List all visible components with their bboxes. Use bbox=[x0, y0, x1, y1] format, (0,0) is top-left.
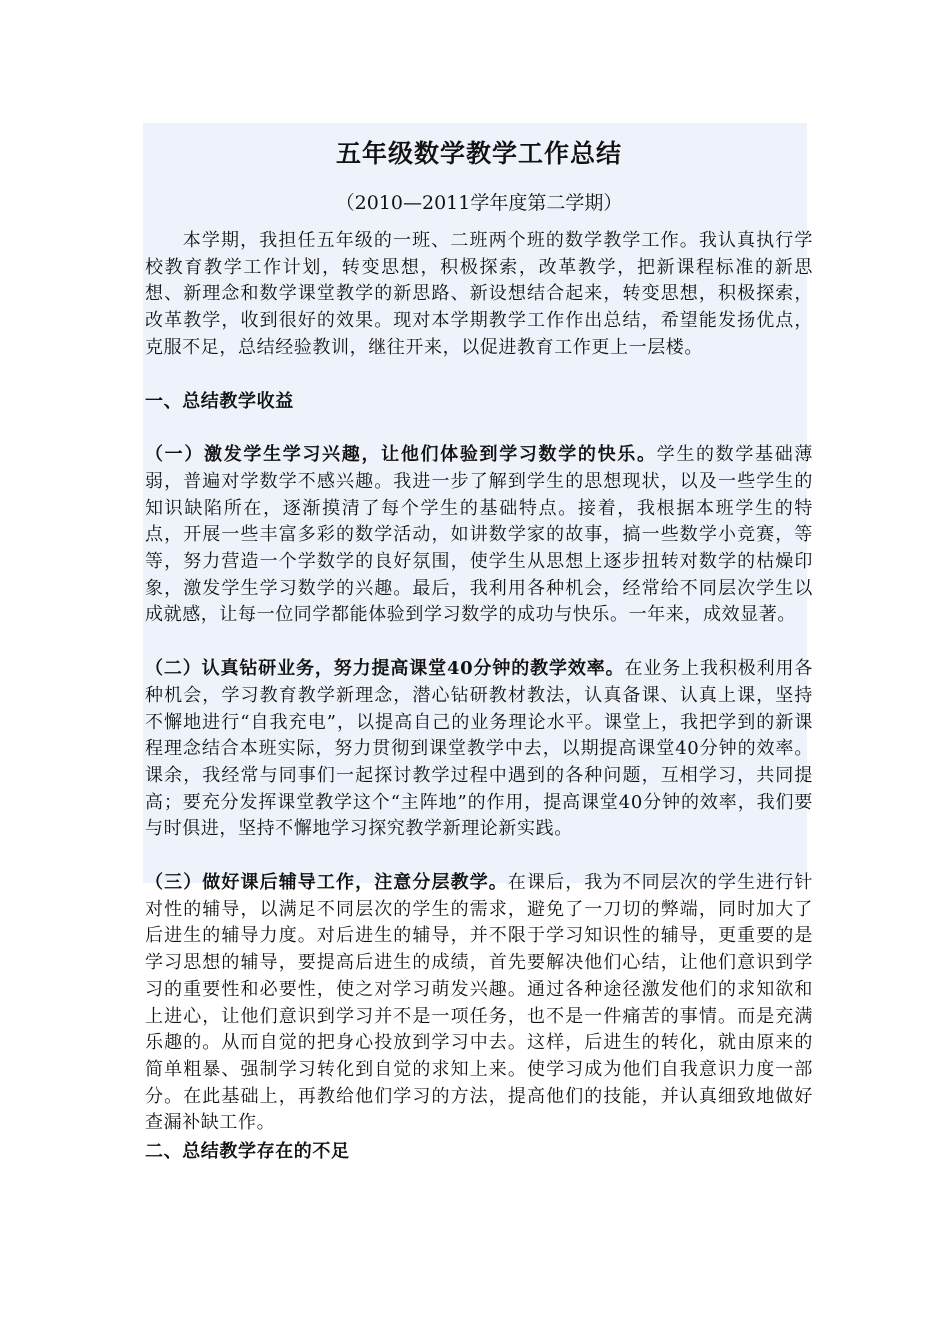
intro-paragraph: 本学期，我担任五年级的一班、二班两个班的数学教学工作。我认真执行学校教育教学工作计划，转变思想，积极探索，改革教学，把新课程标准的新思想、新理念和数学课堂教学的新思路、新设想结合起来，转变思想，积极探索，改革教学，收到很好的效果。现对本学期教学工作作出总结，希望能发扬优点，克服不足，总结经验教训，继往开来，以促进教育工作更上一层楼。 bbox=[145, 230, 813, 358]
paragraph-2-lead: （二）认真钻研业务，努力提高课堂40分钟的教学效率。 bbox=[145, 658, 625, 680]
paragraph-3-lead: （三）做好课后辅导工作，注意分层教学。 bbox=[145, 872, 508, 894]
paragraph-1-lead: （一）激发学生学习兴趣，让他们体验到学习数学的快乐。 bbox=[145, 444, 657, 466]
paragraph-1 bbox=[145, 442, 813, 629]
document-title: 五年级数学教学工作总结 bbox=[335, 139, 622, 168]
paragraph-2-body: 在业务上我积极利用各种机会，学习教育教学新理念，潜心钻研教材教法，认真备课、认真上课，坚持不懈地进行“自我充电”，以提高自己的业务理论水平。课堂上，我把学到的新课程理念结合本班实际，努力贯彻到课堂教学中去，以期提高课堂40分钟的效率。课余，我经常与同事们一起探讨教学过程中遇到的各种问题，互相学习，共同提高；要充分发挥课堂教学这个“主阵地”的作用，提高课堂40分钟的效率，我们要与时俱进，坚持不懈地学习探究教学新理论新实践。 bbox=[145, 658, 814, 840]
paragraph-1-body: 学生的数学基础薄弱，普遍对学数学不感兴趣。我进一步了解到学生的思想现状，以及一些学生的知识缺陷所在，逐渐摸清了每个学生的基础特点。接着，我根据本班学生的特点，开展一些丰富多彩的数学活动，如讲数学家的故事，搞一些数学小竞赛，等等，努力营造一个学数学的良好氛围，使学生从思想上逐步扭转对数学的枯燥印象，激发学生学习数学的兴趣。最后，我利用各种机会，经常给不同层次学生以成就感，让每一位同学都能体验到学习数学的成功与快乐。一年来，成效显著。 bbox=[145, 444, 813, 626]
section-heading-2: 二、总结教学存在的不足 bbox=[145, 1141, 350, 1163]
paragraph-2 bbox=[145, 656, 813, 843]
paragraph-3-body: 在课后，我为不同层次的学生进行针对性的辅导，以满足不同层次的学生的需求，避免了一刀切的弊端，同时加大了后进生的辅导力度。对后进生的辅导，并不限于学习知识性的辅导，更重要的是学习思想的辅导，要提高后进生的成绩，首先要解决他们心结，让他们意识到学习的重要性和必要性，使之对学习萌发兴趣。通过各种途径激发他们的求知欲和上进心，让他们意识到学习并不是一项任务，也不是一件痛苦的事情。而是充满乐趣的。从而自觉的把身心投放到学习中去。这样，后进生的转化，就由原来的简单粗暴、强制学习转化到自觉的求知上来。使学习成为他们自我意识力度一部分。在此基础上，再教给他们学习的方法，提高他们的技能，并认真细致地做好查漏补缺工作。 bbox=[145, 872, 813, 1134]
section-heading-1: 一、总结教学收益 bbox=[145, 390, 294, 412]
paragraph-3 bbox=[145, 870, 813, 1137]
document-page bbox=[145, 128, 813, 1166]
document-subtitle: （2010—2011学年度第二学期） bbox=[335, 192, 623, 214]
